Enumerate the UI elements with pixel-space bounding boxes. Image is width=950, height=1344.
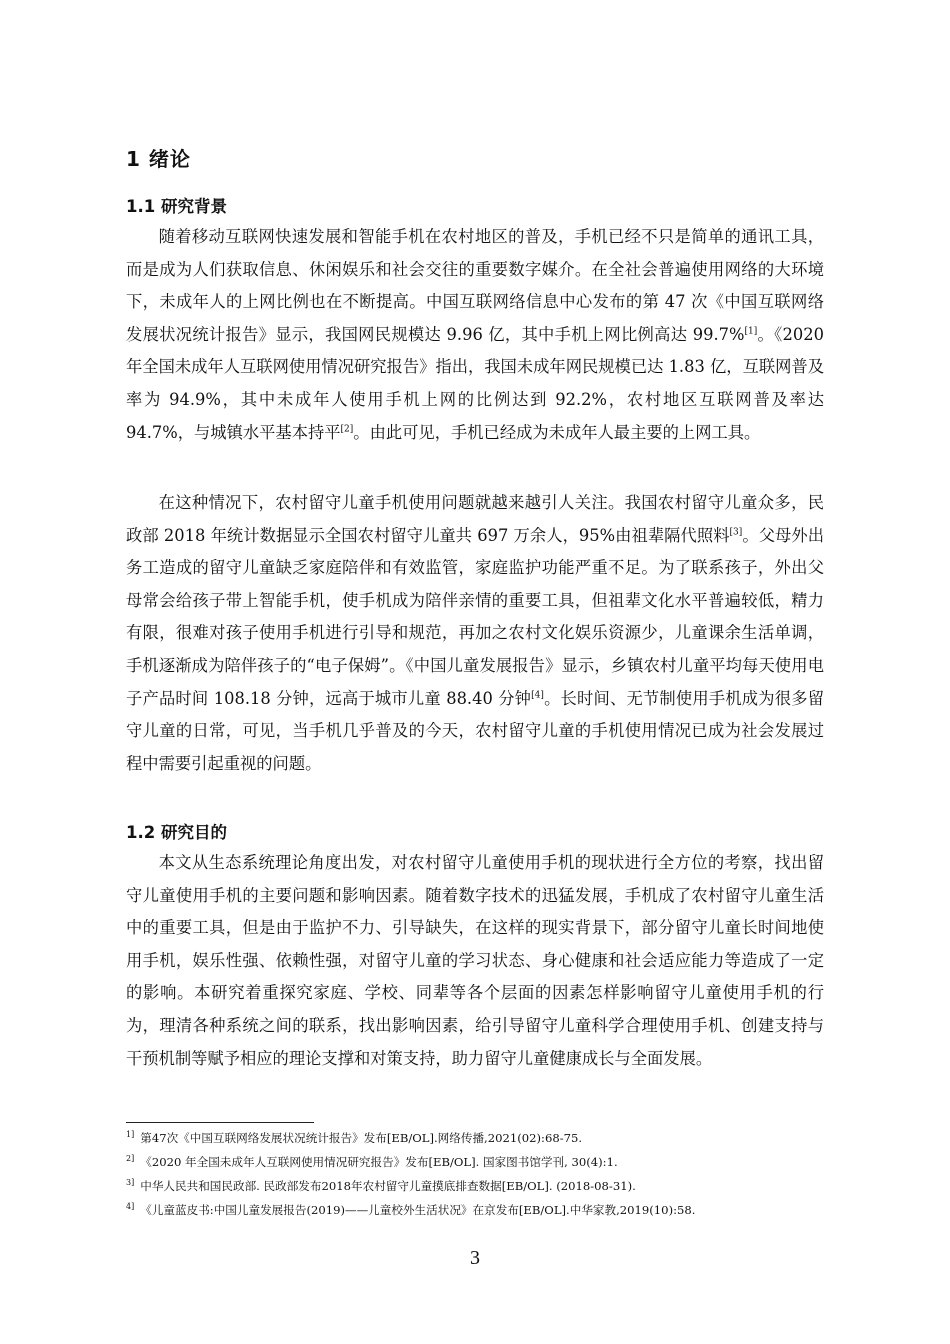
footnote-text: 中华人民共和国民政部. 民政部发布2018年农村留守儿童摸底排查数据[EB/OL]. (2018-08-31). [140,1179,636,1193]
section-heading-purpose: 1.2 研究目的 [126,823,227,842]
citation-mark: [3] [729,527,743,538]
footnote-text: 第47次《中国互联网络发展状况统计报告》发布[EB/OL].网络传播,2021(02):68-75. [140,1131,583,1145]
footnote-mark: 1] [126,1130,135,1140]
page-number: 3 [470,1247,480,1269]
footnote-mark: 4] [126,1202,135,1212]
footnote-text: 《儿童蓝皮书:中国儿童发展报告(2019)——儿童校外生活状况》在京发布[EB/OL].中华家教,2019(10):58. [140,1203,696,1217]
paragraph-purpose [126,847,824,1075]
footnote-mark: 2] [126,1154,135,1164]
footnote-mark: 3] [126,1178,135,1188]
paragraph-text: 本文从生态系统理论角度出发，对农村留守儿童使用手机的现状进行全方位的考察，找出留守儿童使用手机的主要问题和影响因素。随着数字技术的迅猛发展，手机成了农村留守儿童生活中的重要工具，但是由于监护不力、引导缺失，在这样的现实背景下，部分留守儿童长时间地使用手机，娱乐性强、依赖性强，对留守儿童的学习状态、身心健康和社会适应能力等造成了一定的影响。本研究着重探究家庭、学校、同辈等各个层面的因素怎样影响留守儿童使用手机的行为，理清各种系统之间的联系，找出影响因素，给引导留守儿童科学合理使用手机、创建支持与干预机制等赋予相应的理论支撑和对策支持，助力留守儿童健康成长与全面发展。 [126,853,824,1068]
paragraph-text: 随着移动互联网快速发展和智能手机在农村地区的普及，手机已经不只是简单的通讯工具，而是成为人们获取信息、休闲娱乐和社会交往的重要数字媒介。在全社会普遍使用网络的大环境下，未成年人的上网比例也在不断提高。中国互联网络信息中心发布的第 47 次《中国互联网络发展状况统计报告》显示，我国网民规模达 9.96 亿，其中手机上网比例高达 99.7% [126,227,824,344]
paragraph-text: 。长时间、无节制使用手机成为很多留守儿童的日常，可见，当手机几乎普及的今天，农村留守儿童的手机使用情况已成为社会发展过程中需要引起重视的问题。 [126,688,824,773]
footnote-3 [126,1179,636,1194]
footnote-2 [126,1155,618,1170]
footnote-1 [126,1131,582,1146]
paragraph-background-2 [126,487,824,780]
paragraph-background-1 [126,221,824,449]
paragraph-text: 。父母外出务工造成的留守儿童缺乏家庭陪伴和有效监管，家庭监护功能严重不足。为了联系孩子，外出父母常会给孩子带上智能手机，使手机成为陪伴亲情的重要工具，但祖辈文化水平普遍较低，精力有限，很难对孩子使用手机进行引导和规范，再加之农村文化娱乐资源少，儿童课余生活单调，手机逐渐成为陪伴孩子的“电子保姆”。《中国儿童发展报告》显示，乡镇农村儿童平均每天使用电子产品时间 108.18 分钟，远高于城市儿童 88.40 分钟 [126,525,824,708]
paragraph-text: 在这种情况下，农村留守儿童手机使用问题就越来越引人关注。我国农村留守儿童众多，民政部 2018 年统计数据显示全国农村留守儿童共 697 万余人，95%由祖辈隔代照料 [126,493,824,545]
section-heading-background: 1.1 研究背景 [126,197,227,216]
footnote-separator [126,1122,314,1123]
citation-mark: [2] [340,424,354,435]
footnote-text: 《2020 年全国未成年人互联网使用情况研究报告》发布[EB/OL]. 国家图书馆学刊, 30(4):1. [140,1155,618,1169]
chapter-heading: 1 绪论 [126,147,191,171]
paragraph-text: 。由此可见，手机已经成为未成年人最主要的上网工具。 [353,422,761,442]
citation-mark: [1] [744,326,758,337]
citation-mark: [4] [531,690,544,701]
paragraph-text: 。《2020 年全国未成年人互联网使用情况研究报告》指出，我国未成年网民规模已达 1.83 亿，互联网普及率为 94.9%，其中未成年人使用手机上网的比例达到 92.2%，农村地区互联网普及率达 94.7%，与城镇水平基本持平 [126,324,824,442]
footnote-4 [126,1203,695,1218]
